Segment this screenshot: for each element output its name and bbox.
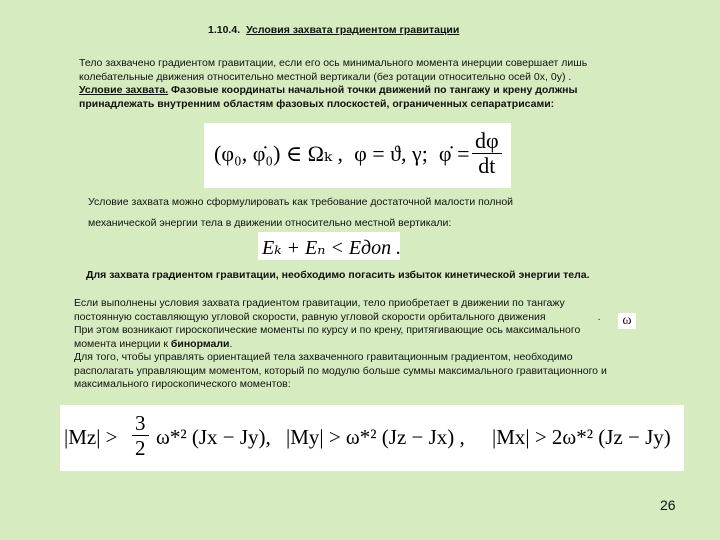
formula-phi-def: φ = ϑ, γ; (354, 141, 428, 166)
text-line: механической энергии тела в движении относительно местной вертикали: (88, 217, 452, 229)
text-line: Если выполнены условия захвата градиентом гравитации, тело приобретает в движении по тангажу (74, 297, 565, 309)
text-line: постоянную составляющую угловой скорости, равную угловой скорости орбитального движения . (74, 310, 601, 323)
binormal-term: бинормали (170, 337, 230, 350)
page-number: 26 (660, 497, 676, 513)
formula-phase-initial: (φ₀, φ̇₀) (214, 141, 281, 166)
text-line: располагать управляющим моментом, который по модулю больше суммы максимального гравитационного и (74, 364, 607, 377)
text-line: Тело захвачено градиентом гравитации, если его ось минимального момента инерции совершает лишь (79, 57, 588, 69)
formula-mz-rhs: ω*² (Jx − Jy), (156, 425, 271, 449)
text-line: колебательные движения относительно местной вертикали (без ротации относительно осей 0x, 0y) . (79, 70, 572, 83)
paragraph-control-moment (74, 297, 694, 392)
text-line: При этом возникают гироскопические моменты по курсу и по крену, притягивающие ось максимального (74, 324, 581, 336)
condition-text: Фазовые координаты начальной точки движений по тангажу и крену должны (168, 84, 578, 96)
formula-derivative (472, 129, 502, 178)
text-line (79, 84, 689, 98)
formula-moments (60, 405, 684, 471)
derivative-denominator: dt (478, 153, 496, 178)
formula-phidot: φ̇ = (438, 141, 470, 166)
paragraph-damping: Для захвата градиентом гравитации, необходимо погасить избыток кинетической энергии тела. (86, 269, 590, 281)
formula-mz: |Mz| > (64, 425, 118, 449)
formula-phase-condition (204, 123, 511, 188)
text-line: принадлежать внутренним областям фазовых плоскостей, ограниченных сепаратрисами: (79, 97, 555, 110)
condition-label: Условие захвата. (79, 84, 169, 96)
section-number: 1.10.4. (208, 24, 241, 36)
text-line: момента инерции к бинормали. (74, 337, 233, 350)
formula-mz-fraction: $\frac{3}{2}$ (132, 411, 149, 460)
formula-energy-text: Eₖ + Eₙ < Eдоп . (262, 237, 402, 259)
paragraph-capture-definition (79, 57, 689, 111)
text-line: Для того, чтобы управлять ориентацией тела захваченного гравитационным градиентом, необходимо (74, 351, 573, 363)
text-line: Условие захвата можно сформулировать как требование достаточной малости полной (88, 196, 514, 208)
paragraph-energy-condition (88, 192, 688, 234)
section-title-text: Условия захвата градиентом гравитации (246, 24, 460, 36)
formula-my: |My| > ω*² (Jz − Jx) , (286, 425, 465, 449)
omega-symbol: ω (618, 313, 636, 329)
formula-mx: |Mx| > 2ω*² (Jz − Jy) (492, 425, 671, 449)
formula-omega-set: ∈ Ωₖ , (285, 141, 344, 166)
text-line: максимального гироскопического моментов: (74, 378, 291, 390)
formula-energy (258, 232, 400, 260)
derivative-numerator: dφ (472, 129, 502, 154)
section-title (208, 24, 459, 36)
